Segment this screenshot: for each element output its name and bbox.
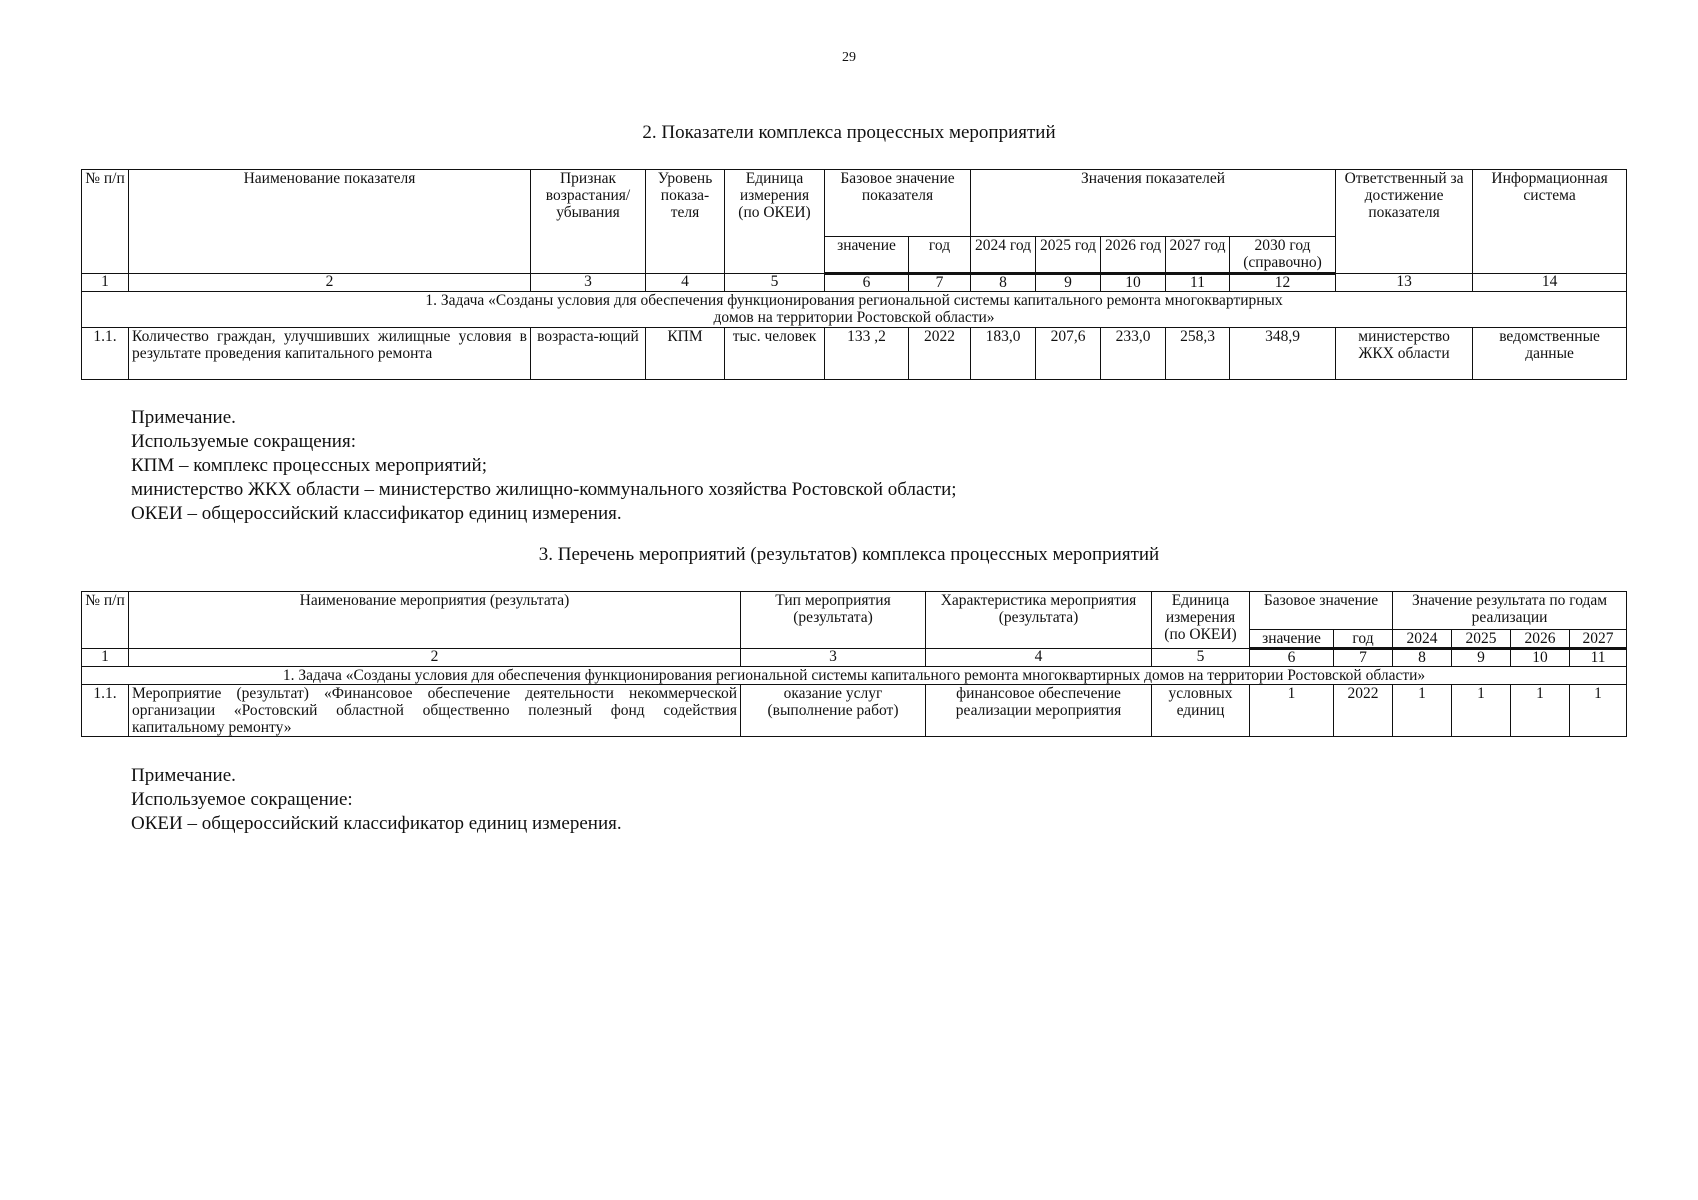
col-number: 3	[531, 274, 646, 292]
row-unit: условных единиц	[1152, 685, 1250, 737]
section2-title: 2. Показатели комплекса процессных мероприятий	[642, 122, 1056, 143]
header-result: Значение результата по годам реализации	[1393, 592, 1627, 630]
header-info-system: Информационная система	[1473, 170, 1627, 274]
col-number: 5	[1152, 649, 1250, 667]
row-num: 1.1.	[82, 328, 129, 380]
note-line: министерство ЖКХ области – министерство жилищно-коммунального хозяйства Ростовской области;	[131, 479, 957, 500]
note-line: ОКЕИ – общероссийский классификатор единиц измерения.	[131, 813, 622, 834]
col-number: 9	[1452, 649, 1511, 667]
section3-notes	[131, 764, 622, 836]
header-num: № п/п	[82, 592, 129, 649]
section2-notes	[131, 406, 957, 526]
col-number: 9	[1036, 274, 1101, 292]
col-number: 12	[1230, 274, 1336, 292]
col-number: 10	[1101, 274, 1166, 292]
header-name: Наименование мероприятия (результата)	[129, 592, 741, 649]
row-num: 1.1.	[82, 685, 129, 737]
col-number: 11	[1570, 649, 1627, 667]
header-base-value: значение	[1250, 630, 1334, 649]
header-name: Наименование показателя	[129, 170, 531, 274]
row-info-system: ведомственные данные	[1473, 328, 1627, 380]
header-2024: 2024 год	[971, 237, 1036, 274]
row-base-value: 1	[1250, 685, 1334, 737]
header-base-value: значение	[825, 237, 909, 274]
row-2026: 1	[1511, 685, 1570, 737]
col-number: 1	[82, 274, 129, 292]
row-responsible: министерство ЖКХ области	[1336, 328, 1473, 380]
row-base-value: 133 ,2	[825, 328, 909, 380]
row-characteristic: финансовое обеспечение реализации мероприятия	[926, 685, 1152, 737]
header-values: Значения показателей	[971, 170, 1336, 237]
header-unit: Единица измерения (по ОКЕИ)	[725, 170, 825, 274]
row-base-year: 2022	[1334, 685, 1393, 737]
header-2025: 2025 год	[1036, 237, 1101, 274]
header-2024: 2024	[1393, 630, 1452, 649]
header-2026: 2026	[1511, 630, 1570, 649]
page-number: 29	[842, 50, 856, 65]
col-number: 1	[82, 649, 129, 667]
col-number: 13	[1336, 274, 1473, 292]
col-number: 2	[129, 649, 741, 667]
col-number: 2	[129, 274, 531, 292]
header-unit: Единица измерения (по ОКЕИ)	[1152, 592, 1250, 649]
row-2025: 1	[1452, 685, 1511, 737]
header-2027: 2027	[1570, 630, 1627, 649]
row-unit: тыс. человек	[725, 328, 825, 380]
row-name: Количество граждан, улучшивших жилищные условия в результате проведения капитального ремонта	[129, 328, 531, 380]
note-line: ОКЕИ – общероссийский классификатор единиц измерения.	[131, 503, 622, 524]
table-row	[82, 685, 1627, 737]
row-2027: 1	[1570, 685, 1627, 737]
header-responsible: Ответственный за достижение показателя	[1336, 170, 1473, 274]
col-number: 7	[1334, 649, 1393, 667]
header-trend: Признак возрастания/ убывания	[531, 170, 646, 274]
note-line: Используемые сокращения:	[131, 431, 356, 452]
note-line: Примечание.	[131, 407, 236, 428]
header-base: Базовое значение показателя	[825, 170, 971, 237]
note-line: КПМ – комплекс процессных мероприятий;	[131, 455, 487, 476]
indicators-table	[81, 169, 1627, 380]
col-number: 8	[1393, 649, 1452, 667]
col-number: 14	[1473, 274, 1627, 292]
col-number: 11	[1166, 274, 1230, 292]
col-number: 5	[725, 274, 825, 292]
row-level: КПМ	[646, 328, 725, 380]
row-2030: 348,9	[1230, 328, 1336, 380]
task-row: 1. Задача «Созданы условия для обеспечения функционирования региональной системы капитального ремонта многоквартирных домов на территории Ростовской области»	[82, 667, 1627, 685]
col-number: 8	[971, 274, 1036, 292]
header-2026: 2026 год	[1101, 237, 1166, 274]
col-number: 6	[1250, 649, 1334, 667]
col-number: 10	[1511, 649, 1570, 667]
header-base-year: год	[909, 237, 971, 274]
header-level: Уровень показа-теля	[646, 170, 725, 274]
row-name: Мероприятие (результат) «Финансовое обеспечение деятельности некоммерческой организации «Ростовский областной общественно полезный фонд содействия капитальному ремонту»	[129, 685, 741, 737]
activities-table	[81, 591, 1627, 737]
header-type: Тип мероприятия (результата)	[741, 592, 926, 649]
row-type: оказание услуг (выполнение работ)	[741, 685, 926, 737]
row-2027: 258,3	[1166, 328, 1230, 380]
header-base-year: год	[1334, 630, 1393, 649]
col-number: 4	[926, 649, 1152, 667]
col-number: 7	[909, 274, 971, 292]
row-2026: 233,0	[1101, 328, 1166, 380]
header-2030: 2030 год (справочно)	[1230, 237, 1336, 274]
row-trend: возраста-ющий	[531, 328, 646, 380]
header-2027: 2027 год	[1166, 237, 1230, 274]
col-number: 4	[646, 274, 725, 292]
row-2025: 207,6	[1036, 328, 1101, 380]
col-number: 3	[741, 649, 926, 667]
note-line: Примечание.	[131, 765, 236, 786]
task-row: 1. Задача «Созданы условия для обеспечения функционирования региональной системы капитального ремонта многоквартирных домов на территории Ростовской области»	[82, 292, 1627, 328]
header-characteristic: Характеристика мероприятия (результата)	[926, 592, 1152, 649]
row-2024: 1	[1393, 685, 1452, 737]
header-2025: 2025	[1452, 630, 1511, 649]
section3-title: 3. Перечень мероприятий (результатов) комплекса процессных мероприятий	[538, 544, 1160, 565]
row-base-year: 2022	[909, 328, 971, 380]
col-number: 6	[825, 274, 909, 292]
header-base: Базовое значение	[1250, 592, 1393, 630]
row-2024: 183,0	[971, 328, 1036, 380]
header-num: № п/п	[82, 170, 129, 274]
table-row	[82, 328, 1627, 380]
note-line: Используемое сокращение:	[131, 789, 353, 810]
